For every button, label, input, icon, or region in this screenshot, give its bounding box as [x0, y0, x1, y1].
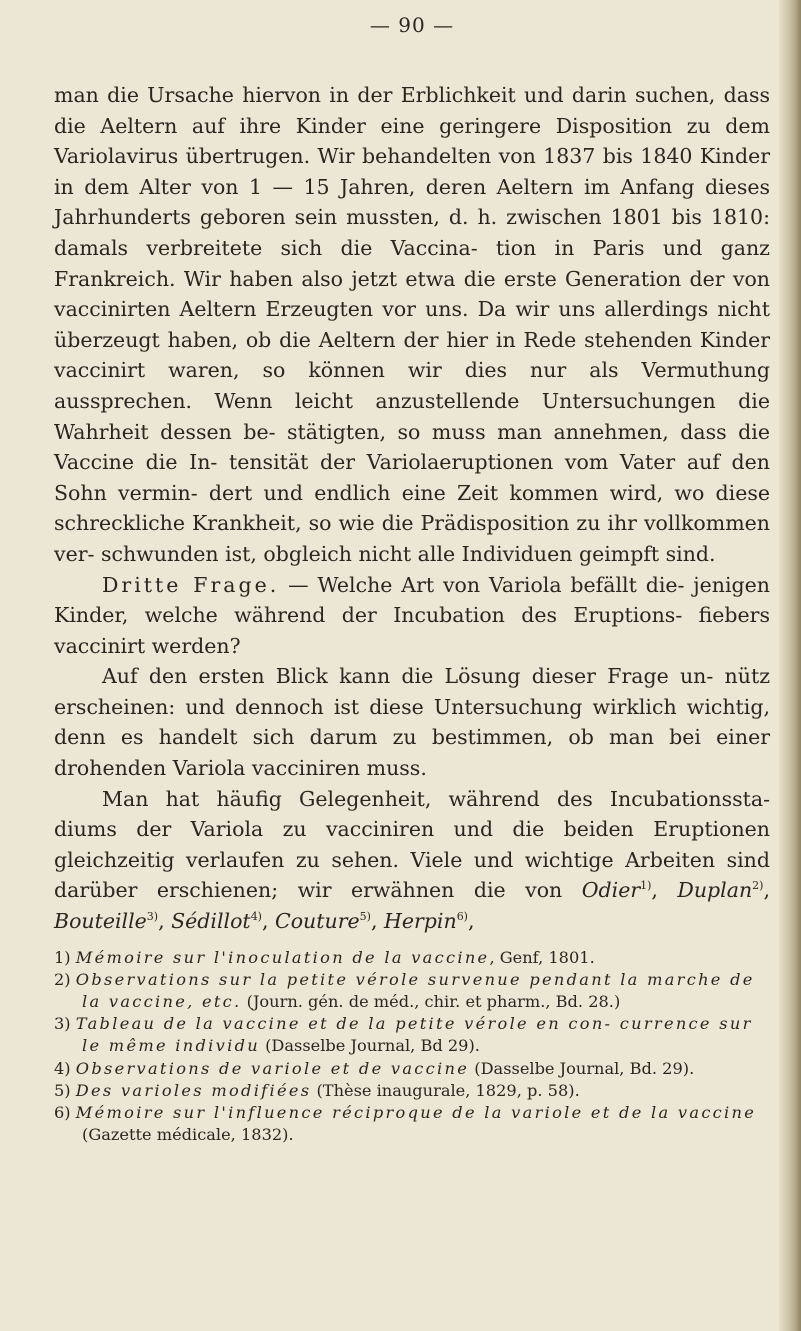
footnote-mark: 4)	[54, 1058, 76, 1078]
footnote	[54, 969, 770, 1013]
footnote-mark: 5)	[54, 1080, 76, 1100]
footnote-title: Mémoire sur l'inoculation de la vaccine	[75, 947, 490, 967]
footnote-reference[interactable]: 2)	[752, 879, 764, 893]
paragraph-1: man die Ursache hiervon in der Erblichkeit und darin suchen, dass die Aeltern auf ihre Kinder eine geringere Disposition zu dem Variolavirus übertrugen. Wir behandelten von 1837 bis 1840 Kinder in dem Alter von 1 — 15 Jahren, deren Aeltern im Anfang dieses Jahrhunderts geboren sein mussten, d. h. zwischen 1801 bis 1810: damals verbreitete sich die Vaccina- tion in Paris und ganz Frankreich. Wir haben also jetzt etwa die erste Generation der von vaccinirten Aeltern Erzeugten vor uns. Da wir uns allerdings nicht überzeugt haben, ob die Aeltern der hier in Rede stehenden Kinder vaccinirt waren, so können wir dies nur als Vermuthung aussprechen. Wenn leicht anzustellende Untersuchungen die Wahrheit dessen be- stätigten, so muss man annehmen, dass die Vaccine die In- tensität der Variolaeruptionen vom Vater auf den Sohn vermin- dert und endlich eine Zeit kommen wird, wo diese schreckliche Krankheit, so wie die Prädisposition zu ihr vollkommen ver- schwunden ist, obgleich nicht alle Individuen geimpft sind.	[54, 83, 770, 566]
footnote-details: (Dasselbe Journal, Bd. 29).	[469, 1058, 695, 1078]
author-separator: ,	[261, 909, 276, 934]
footnote-mark: 3)	[54, 1014, 76, 1034]
paragraph-3: Auf den ersten Blick kann die Lösung dieser Frage un- nütz erscheinen: und dennoch ist diese Untersuchung wirklich wichtig, denn es handelt sich darum zu bestimmen, ob man bei einer drohenden Variola vacciniren muss.	[54, 664, 770, 781]
footnote-mark: 6)	[54, 1103, 76, 1123]
paragraph-4	[54, 784, 770, 937]
footnote-details: , Genf, 1801.	[489, 947, 595, 967]
author-name: Sédillot	[171, 909, 251, 934]
footnotes	[54, 947, 770, 1147]
footnote-mark: 1)	[54, 947, 76, 967]
footnote-reference[interactable]: 1)	[640, 879, 652, 893]
footnote-details: (Thèse inaugurale, 1829, p. 58).	[311, 1080, 580, 1100]
section-heading: Dritte Frage.	[102, 572, 280, 597]
footnote-title: Tableau de la vaccine et de la petite vérole en con- currence sur le même individu	[75, 1014, 753, 1056]
footnote-title: Des varioles modifiées	[75, 1080, 312, 1100]
footnote-details: (Gazette médicale, 1832).	[82, 1125, 294, 1145]
author-name: Duplan	[677, 878, 753, 903]
footnote	[54, 1013, 770, 1057]
footnote	[54, 947, 770, 969]
page-edge-shadow	[779, 0, 801, 1331]
footnote-reference[interactable]: 3)	[146, 910, 159, 924]
body-text	[54, 80, 770, 937]
author-name: Bouteille	[54, 909, 147, 934]
footnote-details: (Journ. gén. de méd., chir. et pharm., Bd. 28.)	[241, 992, 621, 1012]
footnote-reference[interactable]: 4)	[250, 910, 262, 924]
author-separator: ,	[467, 909, 475, 934]
paragraph-4-text: Man hat häufig Gelegenheit, während des Incubationssta- diums der Variola zu vacciniren und die beiden Eruptionen gleichzeitig verlaufen zu sehen. Viele und wichtige Arbeiten sind darüber erschienen; wir erwähnen die von	[54, 786, 770, 903]
author-separator: ,	[370, 909, 384, 934]
paragraph-2-text: — Welche Art von Variola befällt die- jenigen Kinder, welche während der Incubation des Eruptions- fiebers vaccinirt werden?	[54, 572, 770, 658]
footnote	[54, 1080, 770, 1102]
author-separator: ,	[158, 909, 172, 934]
paragraph-2	[54, 570, 770, 662]
author-name: Herpin	[383, 909, 457, 934]
footnote-mark: 2)	[54, 969, 76, 989]
footnote-title: Observations sur la petite vérole survenue pendant la marche de la vaccine, etc.	[75, 969, 755, 1012]
footnote-reference[interactable]: 6)	[456, 910, 468, 924]
author-separator: ,	[651, 878, 678, 903]
footnote	[54, 1102, 770, 1146]
author-separator: ,	[763, 878, 770, 903]
page-number: — 90 —	[369, 13, 455, 37]
footnote-title: Mémoire sur l'influence réciproque de la variole et de la vaccine	[75, 1103, 757, 1123]
footnote-reference[interactable]: 5)	[359, 910, 371, 924]
footnote-title: Observations de variole et de vaccine	[75, 1058, 470, 1078]
footnote	[54, 1058, 770, 1080]
page-content	[54, 12, 770, 1146]
footnote-details: (Dasselbe Journal, Bd 29).	[259, 1036, 480, 1056]
author-name: Couture	[275, 909, 360, 934]
author-name: Odier	[581, 878, 641, 903]
